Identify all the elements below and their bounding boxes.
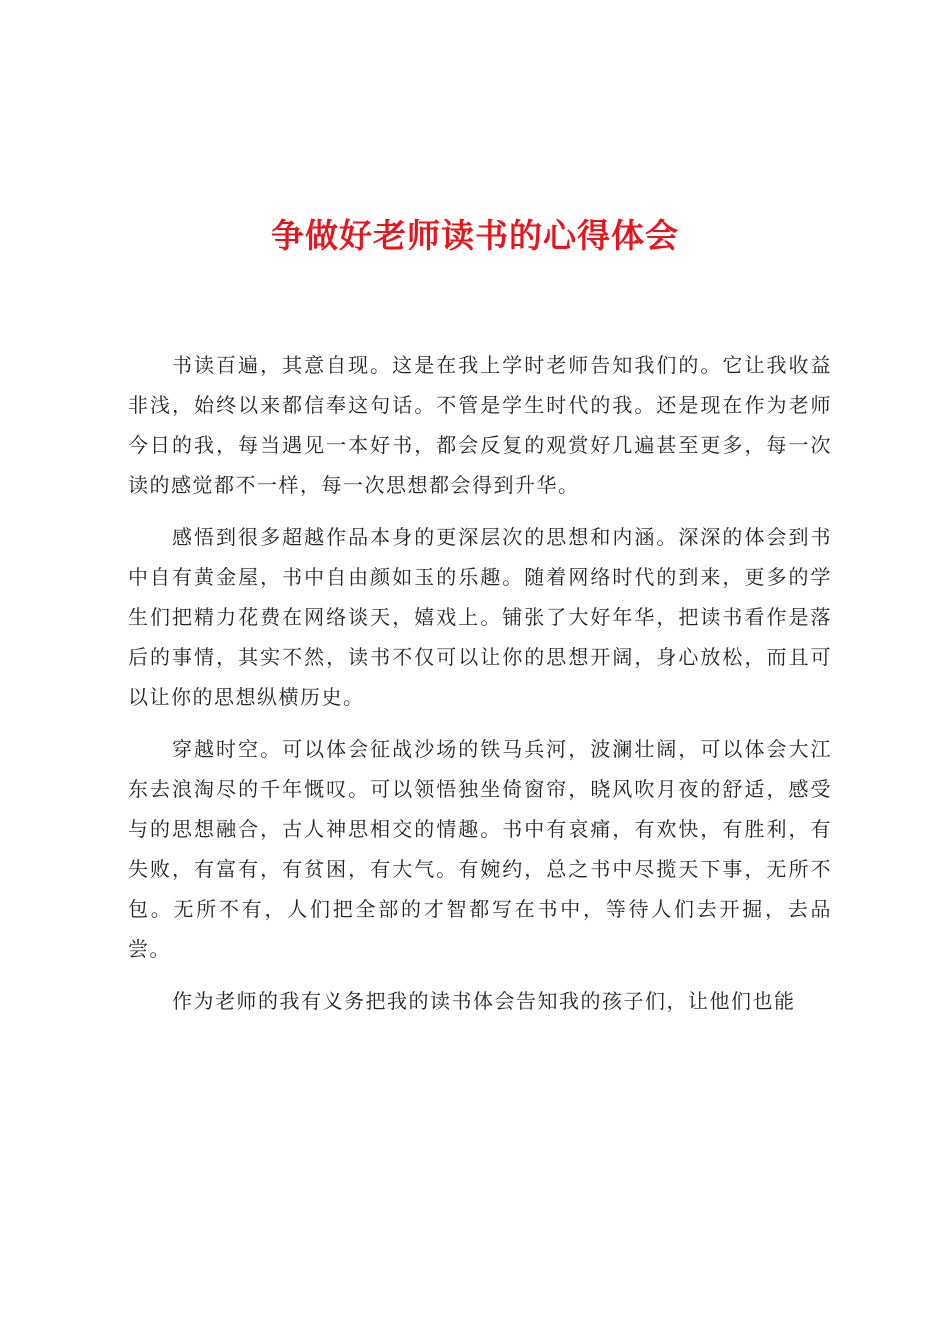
document-body bbox=[128, 345, 832, 1033]
paragraph-4: 作为老师的我有义务把我的读书体会告知我的孩子们，让他们也能 bbox=[172, 989, 796, 1013]
document-title: 争做好老师读书的心得体会 bbox=[271, 216, 679, 255]
paragraph-1: 书读百遍，其意自现。这是在我上学时老师告知我们的。它让我收益非浅，始终以来都信奉这句话。不管是学生时代的我。还是现在作为老师今日的我，每当遇见一本好书，都会反复的观赏好几遍甚至更多，每一次读的感觉都不一样，每一次思想都会得到升华。 bbox=[128, 353, 832, 497]
paragraph-2: 感悟到很多超越作品本身的更深层次的思想和内涵。深深的体会到书中自有黄金屋，书中自由颜如玉的乐趣。随着网络时代的到来，更多的学生们把精力花费在网络谈天，嬉戏上。铺张了大好年华，把读书看作是落后的事情，其实不然，读书不仅可以让你的思想开阔，身心放松，而且可以让你的思想纵横历史。 bbox=[128, 525, 832, 709]
paragraph-3: 穿越时空。可以体会征战沙场的铁马兵河，波澜壮阔，可以体会大江东去浪淘尽的千年慨叹。可以领悟独坐倚窗帘，晓风吹月夜的舒适，感受与的思想融合，古人神思相交的情趣。书中有哀痛，有欢快，有胜利，有失败，有富有，有贫困，有大气。有婉约，总之书中尽揽天下事，无所不包。无所不有，人们把全部的才智都写在书中，等待人们去开掘，去品尝。 bbox=[128, 737, 832, 961]
